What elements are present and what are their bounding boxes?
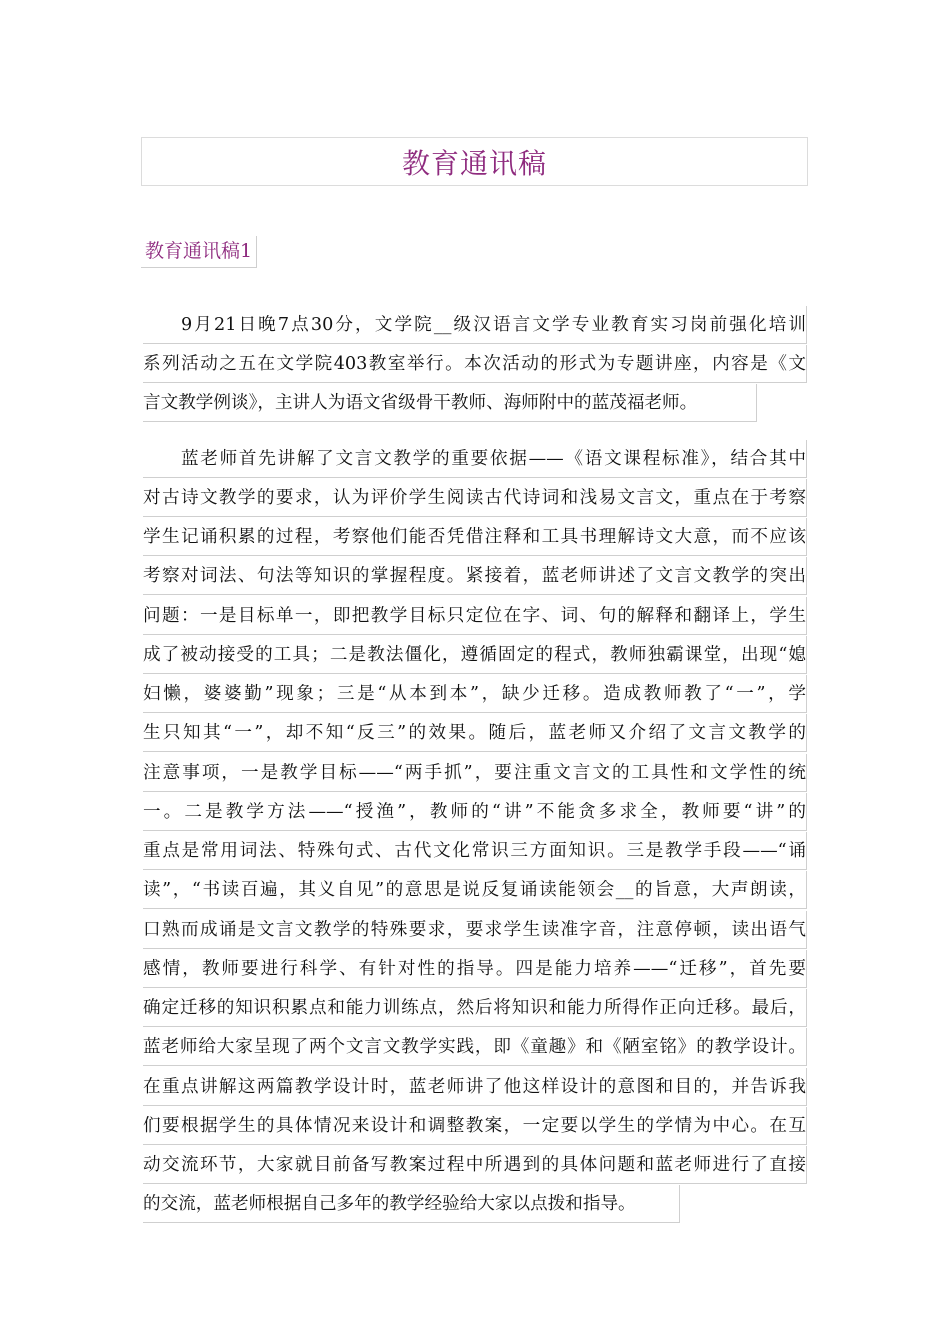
paragraph2-line: 们要根据学生的具体情况来设计和调整教案，一定要以学生的学情为中心。在互: [143, 1107, 807, 1145]
paragraph2-line: 读”，“书读百遍，其义自见”的意思是说反复诵读能领会__的旨意，大声朗读，: [143, 871, 807, 909]
title-box: [141, 137, 808, 186]
paragraph2-line: 注意事项，一是教学目标——“两手抓”，要注重文言文的工具性和文学性的统: [143, 754, 807, 792]
paragraph1-line: 系列活动之五在文学院403教室举行。本次活动的形式为专题讲座，内容是《文: [143, 345, 807, 383]
paragraph2-line: 考察对词法、句法等知识的掌握程度。紧接着，蓝老师讲述了文言文教学的突出: [143, 557, 807, 595]
paragraph1-line: 9月21日晚7点30分，文学院__级汉语言文学专业教育实习岗前强化培训: [143, 306, 807, 344]
paragraph2-line: 确定迁移的知识积累点和能力训练点，然后将知识和能力所得作正向迁移。最后，: [143, 989, 807, 1027]
paragraph2-line: 的交流，蓝老师根据自己多年的教学经验给大家以点拨和指导。: [143, 1185, 680, 1223]
paragraph2-line: 对古诗文教学的要求，认为评价学生阅读古代诗词和浅易文言文，重点在于考察: [143, 479, 807, 517]
paragraph2-line: 在重点讲解这两篇教学设计时，蓝老师讲了他这样设计的意图和目的，并告诉我: [143, 1068, 807, 1106]
paragraph2-line: 蓝老师给大家呈现了两个文言文教学实践，即《童趣》和《陋室铭》的教学设计。: [143, 1028, 807, 1066]
paragraph1-line: 言文教学例谈》，主讲人为语文省级骨干教师、海师附中的蓝茂福老师。: [143, 384, 757, 422]
document-title: 教育通讯稿: [401, 146, 547, 180]
paragraph2-line: 感情，教师要进行科学、有针对性的指导。四是能力培养——“迁移”，首先要: [143, 950, 807, 988]
paragraph2-line: 生只知其“一”，却不知“反三”的效果。随后，蓝老师又介绍了文言文教学的: [143, 714, 807, 752]
section-heading: 教育通讯稿1: [141, 236, 257, 268]
paragraph2-line: 动交流环节，大家就目前备写教案过程中所遇到的具体问题和蓝老师进行了直接: [143, 1146, 807, 1184]
paragraph2-line: 重点是常用词法、特殊句式、古代文化常识三方面知识。三是教学手段——“诵: [143, 832, 807, 870]
paragraph2-line: 口熟而成诵是文言文教学的特殊要求，要求学生读准字音，注意停顿，读出语气: [143, 911, 807, 949]
paragraph2-line: 成了被动接受的工具；二是教法僵化，遵循固定的程式，教师独霸课堂，出现“媳: [143, 636, 807, 674]
paragraph2-line: 妇懒，婆婆勤”现象；三是“从本到本”，缺少迁移。造成教师教了“一”，学: [143, 675, 807, 713]
paragraph2-line: 蓝老师首先讲解了文言文教学的重要依据——《语文课程标准》，结合其中: [143, 440, 807, 478]
paragraph2-line: 一。二是教学方法——“授渔”，教师的“讲”不能贪多求全，教师要“讲”的: [143, 793, 807, 831]
paragraph2-line: 问题：一是目标单一，即把教学目标只定位在字、词、句的解释和翻译上，学生: [143, 597, 807, 635]
paragraph2-line: 学生记诵积累的过程，考察他们能否凭借注释和工具书理解诗文大意，而不应该: [143, 518, 807, 556]
